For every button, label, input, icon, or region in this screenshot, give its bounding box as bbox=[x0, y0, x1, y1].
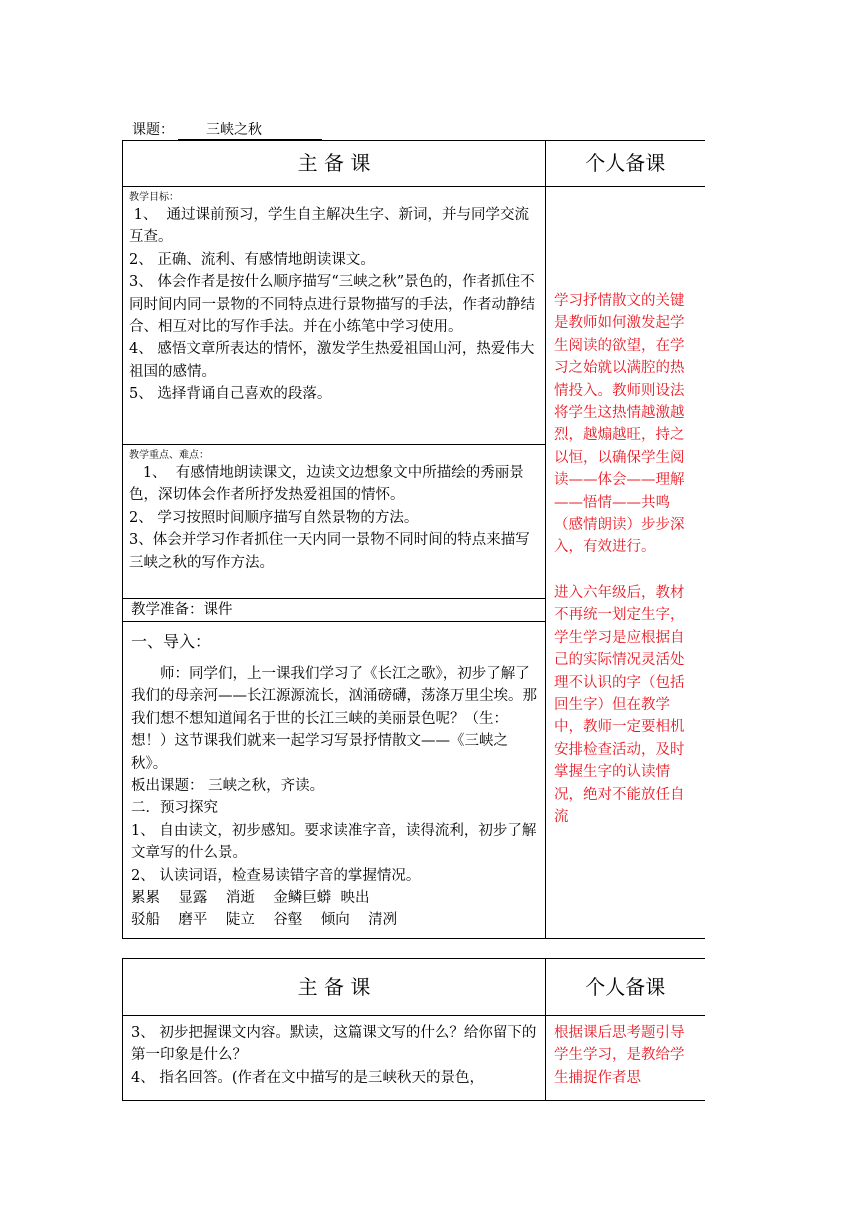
goal-item: 5、 选择背诵自己喜欢的段落。 bbox=[129, 386, 332, 403]
step1-title: 一、导入： bbox=[131, 632, 212, 651]
personal-notes-cell bbox=[546, 187, 705, 939]
goal-item: 4、 感悟文章所表达的情怀，激发学生热爱祖国山河，热爱伟大祖国的感情。 bbox=[129, 341, 535, 380]
teaching-goals-title: 教学目标： bbox=[129, 192, 179, 203]
personal-note-1: 学习抒情散文的关键是教师如何激发起学生阅读的欲望，在学习之始就以满腔的热情投入。教师则设法将学生这热情越激越烈，越煽越旺，持之以恒，以确保学生阅读——体会——理解——悟情——共鸣（感情朗读）步步深入，有效进行。 bbox=[554, 293, 685, 556]
lesson-plan-table-2 bbox=[122, 958, 705, 1101]
key-point-item: 2、 学习按照时间顺序描写自然景物的方法。 bbox=[129, 509, 419, 526]
step1-text: 师：同学们，上一课我们学习了《长江之歌》，初步了解了我们的母亲河——长江源源流长，汹涌磅礴，荡涤万里尘埃。那我们想不想知道闻名于世的长江三峡的美丽景色呢？（生：想！）这节课我们就来一起学习写景抒情散文——《三峡之秋》。 bbox=[131, 666, 537, 772]
step2-title: 二．预习探究 bbox=[131, 800, 218, 817]
key-point-item: 3、体会并学习作者抓住一天内同一景物不同时间的特点来描写三峡之秋的写作方法。 bbox=[129, 532, 530, 571]
step2-item: 1、 自由读文，初步感知。要求读准字音，读得流利，初步了解文章写的什么景。 bbox=[131, 822, 537, 862]
teaching-goals-cell bbox=[123, 187, 546, 445]
content-cell bbox=[123, 1016, 546, 1101]
personal-note-3: 根据课后思考题引导学生学习，是教给学生捕捉作者思 bbox=[554, 1025, 685, 1086]
personal-plan-header: 个人备课 bbox=[546, 141, 705, 187]
course-title: 三峡之秋 bbox=[178, 121, 322, 140]
course-title-line bbox=[132, 119, 322, 140]
personal-plan-header: 个人备课 bbox=[546, 959, 705, 1016]
main-plan-header: 主 备 课 bbox=[297, 151, 371, 175]
key-points-cell bbox=[123, 445, 546, 599]
teaching-process-cell bbox=[123, 622, 546, 939]
key-point-item: 1、 有感情地朗读课文，边读文边想象文中所描绘的秀丽景色，深切体会作者所抒发热爱祖国的情怀。 bbox=[129, 465, 524, 504]
main-plan-header: 主 备 课 bbox=[297, 975, 371, 999]
step2-item: 2、 认读词语，检查易读错字音的掌握情况。 bbox=[131, 867, 421, 884]
goal-item: 1、 通过课前预习，学生自主解决生字、新词，并与同学交流互查。 bbox=[129, 207, 530, 246]
goal-item: 3、 体会作者是按什么顺序描写“三峡之秋”景色的，作者抓住不同时间内同一景物的不同特点进行景物描写的手法，作者动静结合、相互对比的写作手法。并在小练笔中学习使用。 bbox=[129, 274, 535, 336]
lesson-plan-table-1 bbox=[122, 140, 705, 939]
word-list-row: 驳船 磨平 陡立 谷壑 倾向 清冽 bbox=[131, 912, 398, 929]
board-title: 板出课题： 三峡之秋，齐读。 bbox=[131, 778, 325, 795]
personal-note-2: 进入六年级后，教材不再统一划定生字，学生学习是应根据自己的实际情况灵活处理不认识的字（包括回生字）但在教学中，教师一定要相机安排检查活动，及时掌握生字的认读情况，绝对不能放任自流 bbox=[554, 584, 685, 825]
course-label: 课题： bbox=[132, 122, 174, 138]
key-points-title: 教学重点、难点： bbox=[129, 450, 209, 461]
content-item: 4、 指名回答。(作者在文中描写的是三峡秋天的景色， bbox=[131, 1069, 484, 1086]
goal-item: 2、 正确、流利、有感情地朗读课文。 bbox=[129, 251, 375, 268]
preparation-cell: 教学准备：课件 bbox=[123, 599, 546, 622]
content-item: 3、 初步把握课文内容。默读，这篇课文写的什么？给你留下的第一印象是什么？ bbox=[131, 1025, 537, 1064]
word-list-row: 累累 显露 消逝 金鳞巨蟒 映出 bbox=[131, 890, 370, 907]
